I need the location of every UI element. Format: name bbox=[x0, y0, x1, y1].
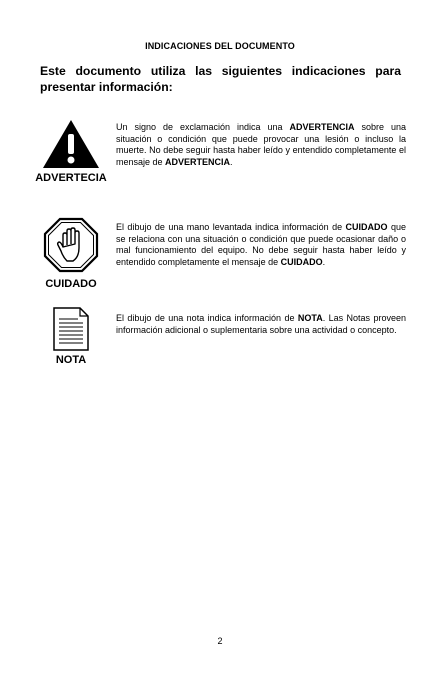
page-header-title: INDICACIONES DEL DOCUMENTO bbox=[145, 41, 295, 51]
desc-keyword: ADVERTENCIA bbox=[289, 122, 355, 132]
desc-text: Un signo de exclamación indica una bbox=[116, 122, 290, 132]
stop-hand-icon bbox=[30, 217, 112, 273]
desc-text: El dibujo de una nota indica información de bbox=[116, 313, 298, 323]
intro-paragraph: Este documento utiliza las siguientes indicaciones para presentar información: bbox=[40, 64, 401, 94]
desc-text: sobre una situación o condición que puede provocar una lesión o incluso la muerte. No debe seguir hasta haber leído y entendido completamente el mensaje de bbox=[116, 122, 406, 167]
note-icon-column bbox=[30, 306, 112, 366]
desc-keyword: CUIDADO bbox=[280, 256, 323, 267]
warning-exclamation-icon bbox=[30, 118, 112, 170]
note-label: NOTA bbox=[55, 354, 87, 366]
desc-keyword: ADVERTENCIA bbox=[165, 156, 231, 167]
caution-description bbox=[116, 222, 406, 268]
warning-icon-column bbox=[30, 118, 112, 184]
page-number: 2 bbox=[217, 636, 223, 646]
desc-keyword: NOTA bbox=[297, 313, 323, 323]
desc-text: . bbox=[322, 256, 326, 267]
note-document-icon bbox=[30, 306, 112, 352]
caution-icon-column bbox=[30, 217, 112, 290]
desc-text: que se relaciona con una situación o condición que puede ocasionar daño o mal funcionamiento del equipo. No debe seguir hasta haber leído y entendido completamente el mensaje de bbox=[116, 222, 406, 267]
desc-text: El dibujo de una mano levantada indica información de bbox=[116, 222, 346, 232]
desc-keyword: CUIDADO bbox=[345, 222, 388, 232]
caution-label: CUIDADO bbox=[45, 278, 97, 290]
warning-description bbox=[116, 122, 406, 168]
note-description bbox=[116, 313, 406, 336]
desc-text: . Las Notas proveen información adicional o suplementaria sobre una actividad o concepto. bbox=[116, 313, 406, 335]
desc-text: . bbox=[230, 156, 233, 167]
warning-label: ADVERTECIA bbox=[35, 172, 107, 184]
